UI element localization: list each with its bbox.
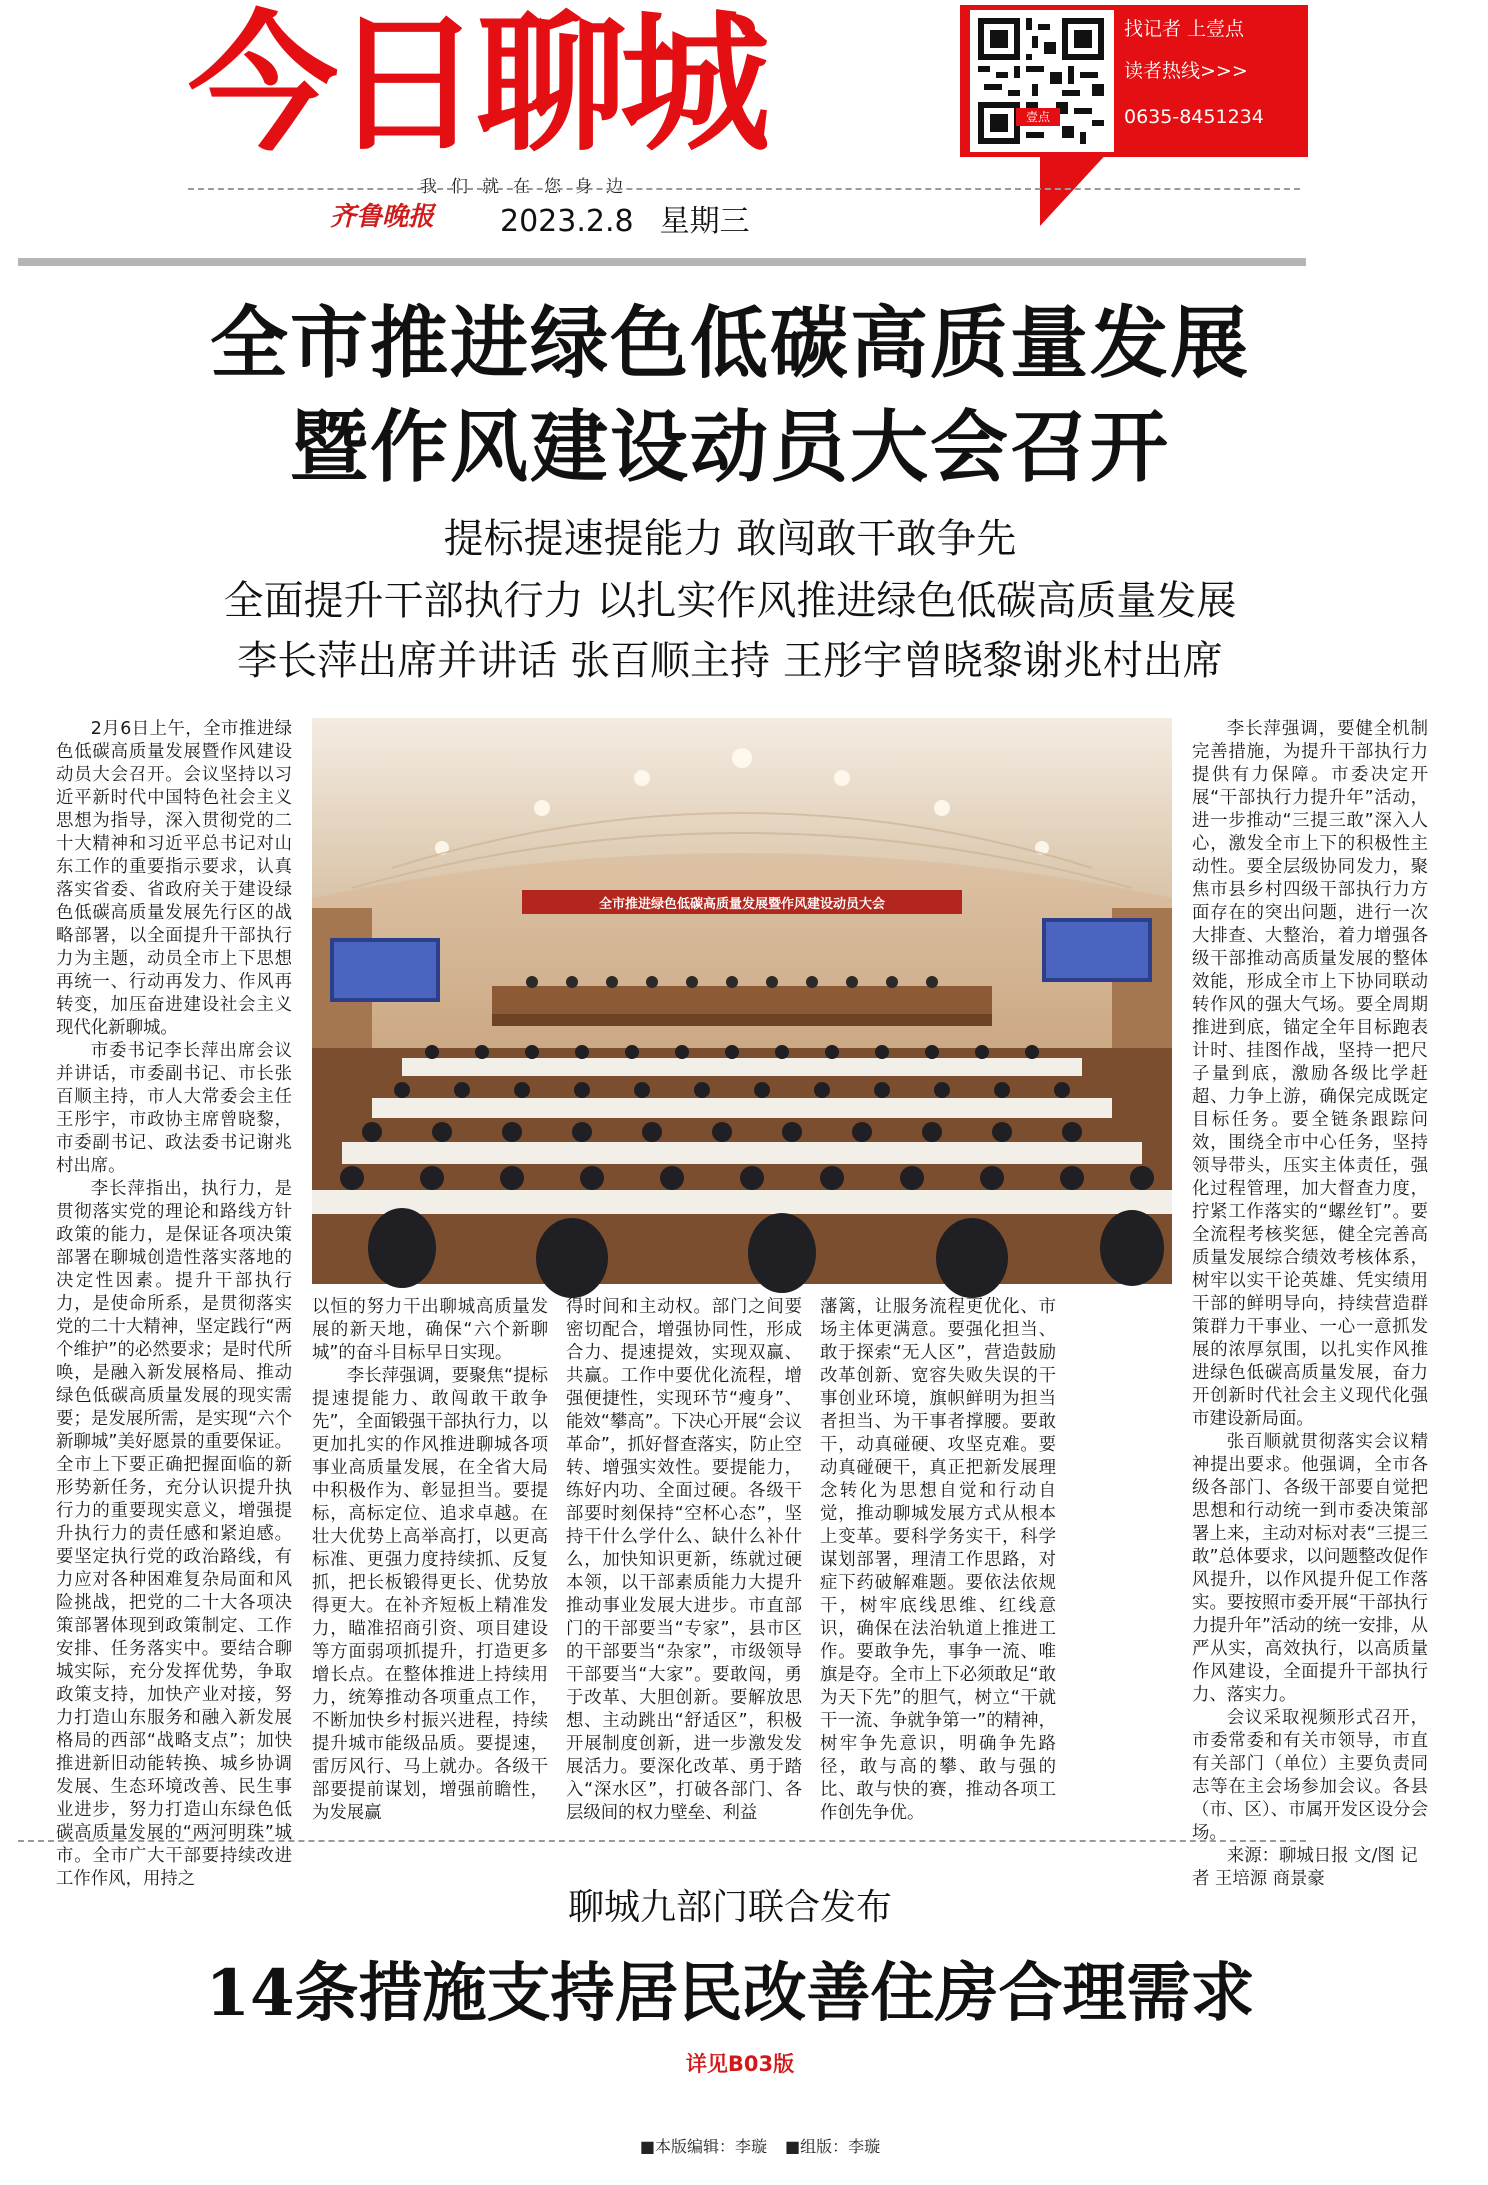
- header-bar: [18, 258, 1306, 266]
- newspaper-title: 今日聊城: [188, 0, 765, 172]
- paragraph: 2月6日上午，全市推进绿色低碳高质量发展暨作风建设动员大会召开。会议坚持以习近平新时代中国特色社会主义思想为指导，深入贯彻党的二十大精神和习近平总书记对山东工作的重要指示要求，认真落实省委、省政府关于建设绿色低碳高质量发展先行区的战略部署，以全面提升干部执行力为主题，动员全市上下思想再统一、行动再发力、作风再转变，加压奋进建设社会主义现代化新聊城。: [56, 719, 292, 1038]
- paragraph: 以恒的努力干出聊城高质量发展的新天地，确保“六个新聊城”的奋斗目标早日实现。: [312, 1297, 548, 1363]
- hotline-slogan: 找记者 上壹点: [1124, 18, 1245, 40]
- paragraph: 张百顺就贯彻落实会议精神提出要求。他强调，全市各级各部门、各级干部要自觉把思想和行动统一到市委决策部署上来，主动对标对表“三提三敢”总体要求，以问题整改促作风提升，以作风提升促工作落实。要按照市委开展“干部执行力提升年”活动的统一安排，从严从实，高效执行，以高质量作风建设，全面提升干部执行力、落实力。: [1192, 1432, 1428, 1705]
- hotline-phone[interactable]: 0635-8451234: [1124, 106, 1264, 128]
- lead-subhead-3: 李长萍出席并讲话 张百顺主持 王彤宇曾晓黎谢兆村出席: [237, 638, 1223, 684]
- page-footer: [560, 2134, 960, 2158]
- conference-hall-image: [312, 718, 1172, 1284]
- editor-credit: ■本版编辑：李璇: [639, 2137, 767, 2156]
- layout-credit: ■组版：李璇: [785, 2137, 881, 2156]
- paragraph: 李长萍强调，要聚焦“提标提速提能力、敢闯敢干敢争先”，全面锻强干部执行力，以更加扎实的作风推进聊城各项事业高质量发展，在全省大局中积极作为、彰显担当。要提标，高标定位、追求卓越。在壮大优势上高举高打，以更高标准、更强力度持续抓、反复抓，把长板锻得更长、优势放得更大。在补齐短板上精准发力，瞄准招商引资、项目建设等方面弱项抓提升，打造更多增长点。在整体推进上持续用力，统筹推动各项重点工作，不断加快乡村振兴进程，持续提升城市能级品质。要提速，雷厉风行、马上就办。各级干部要提前谋划，增强前瞻性，为发展赢: [312, 1366, 548, 1823]
- lead-headline-line2: 暨作风建设动员大会召开: [289, 402, 1170, 493]
- see-page-link[interactable]: 详见B03版: [685, 2052, 795, 2076]
- paragraph: 李长萍指出，执行力，是贯彻落实党的理论和路线方针政策的能力，是保证各项决策部署在聊城创造性落实落地的决定性因素。提升干部执行力，是使命所系，是贯彻落实党的二十大精神，坚定践行“两个维护”的必然要求；是时代所唤，是融入新发展格局、推动绿色低碳高质量发展的现实需要；是发展所需，是实现“六个新聊城”美好愿景的重要保证。全市上下要正确把握面临的新形势新任务，充分认识提升执行力的重要现实意义，增强提升执行力的责任感和紧迫感。要坚定执行党的政治路线，有力应对各种困难复杂局面和风险挑战，把党的二十大各项决策部署体现到政策制定、工作安排、任务落实中。要结合聊城实际，充分发挥优势，争取政策支持，加快产业对接，努力打造山东服务和融入新发展格局的西部“战略支点”；加快推进新旧动能转换、城乡协调发展、生态环境改善、民生事业进步，努力打造山东绿色低碳高质量发展的“两河明珠”城市。全市广大干部要持续改进工作作风，用持之: [56, 1179, 292, 1889]
- date-text: 2023.2.8: [500, 204, 634, 239]
- paragraph: 会议采取视频形式召开，市委常委和有关市领导，市直有关部门（单位）主要负责同志等在主会场参加会议。各县（市、区）、市属开发区设分会场。: [1192, 1708, 1428, 1843]
- article-column-2: [312, 1296, 548, 1823]
- second-story-headline[interactable]: 14条措施支持居民改善住房合理需求: [205, 1956, 1255, 2031]
- article-credit: 来源：聊城日报 文/图 记者 王培源 商景豪: [1192, 1846, 1418, 1889]
- weekday-text: 星期三: [659, 204, 750, 239]
- article-column-4: [820, 1296, 1056, 1823]
- paragraph: 李长萍强调，要健全机制完善措施，为提升干部执行力提供有力保障。市委决定开展“干部执行力提升年”活动，进一步推动“三提三敢”深入人心，激发全市上下的积极性主动性。要全层级协同发力，聚焦市县乡村四级干部执行力方面存在的突出问题，进行一次大排查、大整治，着力增强各级干部推动高质量发展的整体效能，形成全市上下协同联动转作风的强大气场。要全周期推进到底，锚定全年目标跑表计时、挂图作战，坚持一把尺子量到底，激励各级比学赶超、力争上游，确保完成既定目标任务。要全链条跟踪问效，围绕全市中心任务，坚持领导带头，压实主体责任，强化过程管理，加大督查力度，拧紧工作落实的“螺丝钉”。要全流程考核奖惩，健全完善高质量发展综合绩效考核体系，树牢以实干论英雄、凭实绩用干部的鲜明导向，持续营造群策群力干事业、一心一意抓发展的浓厚氛围，以扎实作风推进绿色低碳高质量发展，奋力开创新时代社会主义现代化强市建设新局面。: [1192, 719, 1428, 1429]
- article-column-3: [566, 1296, 802, 1823]
- paragraph: 市委书记李长萍出席会议并讲话，市委副书记、市长张百顺主持，市人大常委会主任王彤宇，市政协主席曾晓黎，市委副书记、政法委书记谢兆村出席。: [56, 1041, 292, 1176]
- lead-headline-line1: 全市推进绿色低碳高质量发展: [209, 298, 1250, 389]
- issue-date: [500, 196, 820, 239]
- paragraph: 藩篱，让服务流程更优化、市场主体更满意。要强化担当、敢于探索“无人区”，营造鼓励改革创新、宽容失败失误的干事创业环境，旗帜鲜明为担当者担当、为干事者撑腰。要敢干，动真碰硬、攻坚克难。要动真碰硬干，真正把新发展理念转化为思想自觉和行动自觉，推动聊城发展方式从根本上变革。要科学务实干，科学谋划部署，理清工作思路，对症下药破解难题。要依法依规干，树牢底线思维、红线意识，确保在法治轨道上推进工作。要敢争先，事争一流、唯旗是夺。全市上下必须敢足“敢为天下先”的胆气，树立“干就干一流、争就争第一”的精神，树牢争先意识，明确争先路径，敢与高的攀、敢与强的比、敢与快的赛，推动各项工作创先争优。: [820, 1297, 1056, 1823]
- hotline-label: 读者热线>>>: [1124, 60, 1248, 82]
- second-story-kicker: 聊城九部门联合发布: [567, 1887, 892, 1928]
- article-column-5: [1192, 718, 1428, 1889]
- lead-subhead-2: 全面提升干部执行力 以扎实作风推进绿色低碳高质量发展: [223, 578, 1237, 624]
- masthead-divider: [188, 188, 1300, 190]
- lead-subhead-1: 提标提速提能力 敢闯敢干敢争先: [443, 516, 1017, 562]
- paper-name-logo: 齐鲁晚报: [330, 202, 435, 232]
- article-column-1: [56, 718, 292, 1889]
- conference-photo: [312, 718, 1172, 1284]
- masthead-slogan: 我们就在您身边: [420, 177, 637, 197]
- qr-badge: 壹点: [1016, 108, 1060, 126]
- paragraph: 得时间和主动权。部门之间要密切配合，增强协同性，形成合力、提速提效，实现双赢、共赢。工作中要优化流程，增强便捷性，实现环节“瘦身”、能效“攀高”。下决心开展“会议革命”，抓好督查落实，防止空转、增强实效性。要提能力，练好内功、全面过硬。各级干部要时刻保持“空杯心态”，坚持干什么学什么、缺什么补什么，加快知识更新，练就过硬本领，以干部素质能力大提升推动事业发展大进步。市直部门的干部要当“专家”，县市区的干部要当“杂家”，市级领导干部要当“大家”。要敢闯，勇于改革、大胆创新。要解放思想、主动跳出“舒适区”，积极开展制度创新，进一步激发发展活力。要深化改革、勇于踏入“深水区”，打破各部门、各层级间的权力壁垒、利益: [566, 1297, 802, 1823]
- section-divider: [18, 1840, 1306, 1842]
- photo-banner-text: 全市推进绿色低碳高质量发展暨作风建设动员大会: [598, 897, 886, 912]
- qr-code[interactable]: [970, 10, 1114, 152]
